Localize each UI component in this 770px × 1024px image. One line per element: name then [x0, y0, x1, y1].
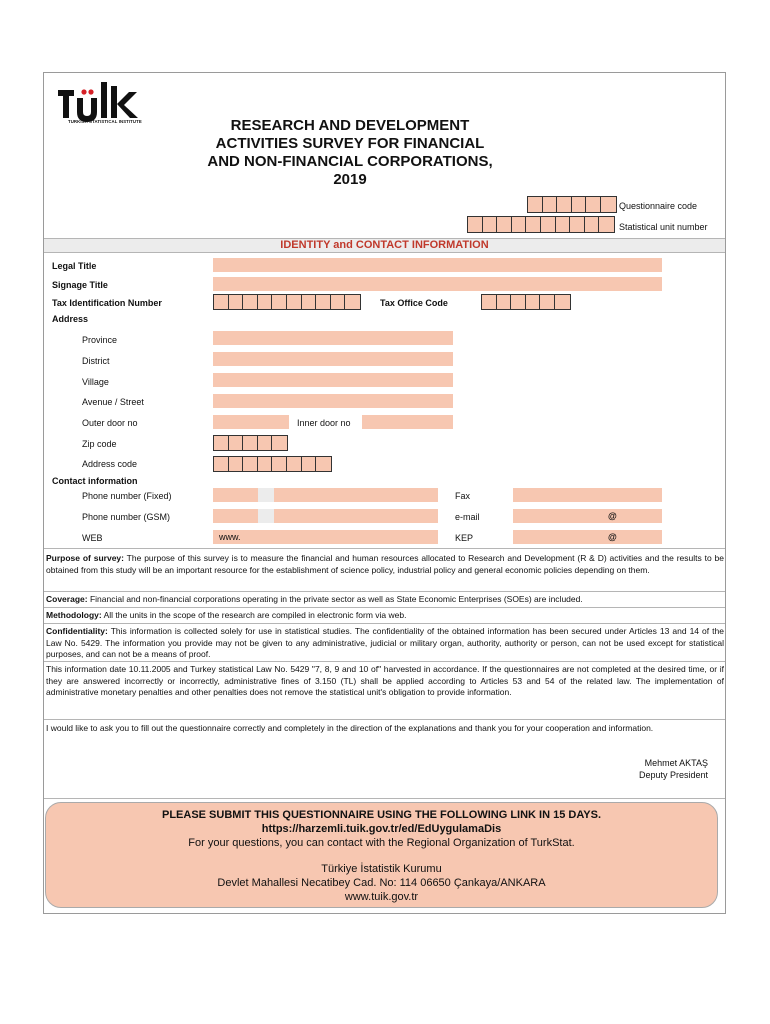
notice-org: Türkiye İstatistik Kurumu — [321, 863, 442, 875]
district-field[interactable] — [213, 352, 453, 366]
web-prefix: www. — [219, 532, 241, 542]
address-code-label: Address code — [82, 459, 138, 469]
signer-name: Mehmet AKTAŞ — [644, 758, 708, 768]
signature-block — [639, 757, 708, 781]
phone-gsm-area-field[interactable] — [213, 509, 258, 523]
tax-office-label: Tax Office Code — [380, 298, 448, 308]
phone-fixed-sep — [258, 488, 274, 502]
phone-gsm-sep — [258, 509, 274, 523]
confidentiality-paragraph: Confidentiality: This information is collected solely for use in statistical studies. The confidentiality of the obtained information has been secured under Articles 13 and 14 of the Law No. 5429. The information you provide may not be given to any administrative, judicial or military organ, authority, authority or person, can not be used except for statistical purposes, and can not be a means of proof. — [46, 626, 724, 659]
province-label: Province — [82, 335, 118, 345]
province-field[interactable] — [213, 331, 453, 345]
submission-notice — [45, 802, 718, 908]
avenue-label: Avenue / Street — [82, 397, 144, 407]
village-label: Village — [82, 377, 109, 387]
legal-title-label: Legal Title — [52, 261, 97, 271]
legal-title-field[interactable] — [213, 258, 662, 272]
web-field[interactable] — [213, 530, 438, 544]
divider — [44, 798, 725, 799]
request-paragraph: I would like to ask you to fill out the questionnaire correctly and completely in the direction of the explanations and thank you for your cooperation and information. — [46, 723, 654, 733]
notice-website: www.tuik.gov.tr — [344, 891, 419, 903]
divider — [44, 623, 725, 624]
inner-door-label: Inner door no — [297, 418, 351, 428]
statistical-unit-label: Statistical unit number — [619, 222, 708, 232]
law-paragraph: This information date 10.11.2005 and Turkey statistical Law No. 5429 "7, 8, 9 and 10 of" harvested in accordance. If the questionnaires are not completed at the desired time, or if they are answered incorrectly or incorrectly, administrative fines of 3.150 (TL) shall be applied according to Articles 53 and 54 of the related law. The implementation of administrative monetary penalties and other penalties does not remove the statistical unit's obligation to provide information. — [46, 664, 724, 697]
village-field[interactable] — [213, 373, 453, 387]
questionnaire-code-boxes[interactable] — [527, 196, 617, 213]
notice-contact: For your questions, you can contact with the Regional Organization of TurkStat. — [188, 837, 575, 849]
statistical-unit-boxes[interactable] — [467, 216, 615, 233]
address-code-boxes[interactable] — [213, 456, 332, 472]
tax-id-boxes[interactable] — [213, 294, 361, 310]
phone-fixed-number-field[interactable] — [274, 488, 438, 502]
tax-office-boxes[interactable] — [481, 294, 571, 310]
divider — [44, 591, 725, 592]
outer-door-field[interactable] — [213, 415, 289, 429]
purpose-paragraph: Purpose of survey: The purpose of this survey is to measure the financial and human resources allocated to Research and Development (R & D) activities and the results to be obtained from this study will be an important resource for the establishment of science policy, industrial policy and general economic policies depending on them. — [46, 553, 724, 575]
signage-title-label: Signage Title — [52, 280, 108, 290]
kep-at-sign: @ — [608, 532, 617, 542]
coverage-paragraph: Coverage: Financial and non-financial corporations operating in the private sector as well as State Economic Enterprises (SOEs) are included. — [46, 594, 583, 604]
divider — [44, 548, 725, 549]
notice-heading: PLEASE SUBMIT THIS QUESTIONNAIRE USING THE FOLLOWING LINK IN 15 DAYS. — [161, 809, 602, 821]
notice-address: Devlet Mahallesi Necatibey Cad. No: 114 06650 Çankaya/ANKARA — [217, 877, 546, 889]
phone-gsm-number-field[interactable] — [274, 509, 438, 523]
kep-field[interactable] — [513, 530, 662, 544]
submission-link[interactable]: https://harzemli.tuik.gov.tr/ed/EdUygulamaDis — [261, 823, 502, 835]
zip-boxes[interactable] — [213, 435, 288, 451]
questionnaire-code-label: Questionnaire code — [619, 201, 698, 211]
identity-section-title: IDENTITY and CONTACT INFORMATION — [44, 238, 725, 253]
outer-door-label: Outer door no — [82, 418, 138, 428]
tax-id-label: Tax Identification Number — [52, 298, 162, 308]
avenue-field[interactable] — [213, 394, 453, 408]
inner-door-field[interactable] — [362, 415, 453, 429]
divider — [44, 719, 725, 720]
district-label: District — [82, 356, 110, 366]
fax-label: Fax — [455, 491, 471, 501]
fax-field[interactable] — [513, 488, 662, 502]
divider — [44, 661, 725, 662]
divider — [44, 607, 725, 608]
methodology-paragraph: Methodology: All the units in the scope of the research are compiled in electronic form via web. — [46, 610, 407, 620]
email-label: e-mail — [455, 512, 480, 522]
phone-fixed-label: Phone number (Fixed) — [82, 491, 172, 501]
phone-fixed-area-field[interactable] — [213, 488, 258, 502]
contact-heading: Contact information — [52, 476, 138, 486]
zip-label: Zip code — [82, 439, 117, 449]
web-label: WEB — [82, 533, 103, 543]
email-field[interactable] — [513, 509, 662, 523]
email-at-sign: @ — [608, 511, 617, 521]
signage-title-field[interactable] — [213, 277, 662, 291]
phone-gsm-label: Phone number (GSM) — [82, 512, 171, 522]
address-label: Address — [52, 314, 89, 324]
kep-label: KEP — [455, 533, 474, 543]
survey-title: RESEARCH AND DEVELOPMENT ACTIVITIES SURVEY FOR FINANCIAL AND NON-FINANCIAL CORPORATIONS, 2019 — [207, 117, 493, 188]
logo-subtitle: TURKISH STATISTICAL INSTITUTE — [68, 119, 142, 124]
signer-title: Deputy President — [638, 770, 708, 780]
